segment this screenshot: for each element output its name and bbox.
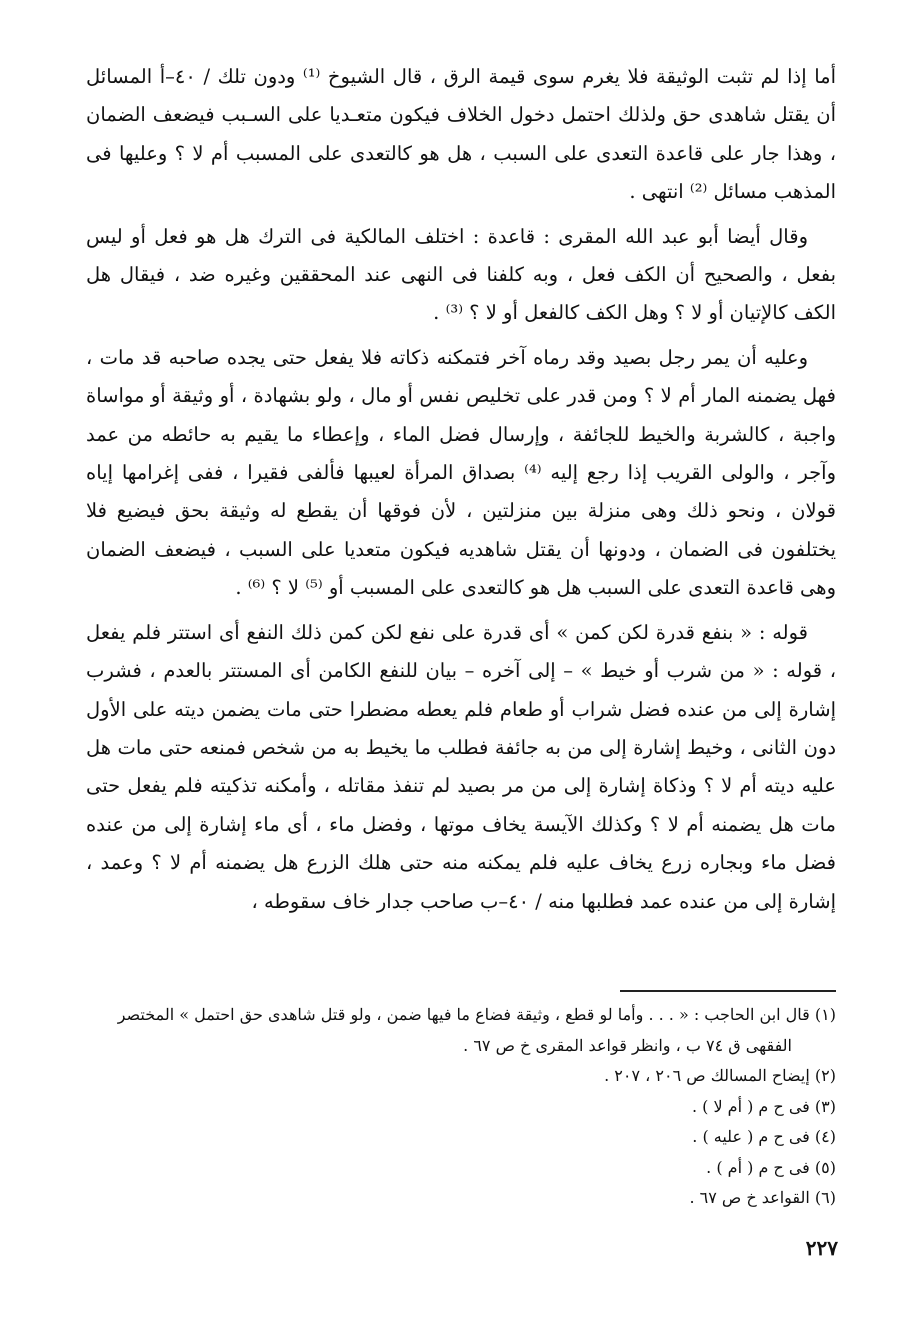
- footnote-4: (٤) فى ح م ( عليه ) .: [692, 1127, 836, 1146]
- page-number: ٢٢٧: [805, 1236, 838, 1260]
- paragraph-1: أما إذا لم تثبت الوثيقة فلا يغرم سوى قيمة الرق ، قال الشيوخ ⁽¹⁾ ودون تلك / ٤٠–أ المسائل أن يقتل شاهدى حق ولذلك احتمل دخول الخلاف فيكون متعـديا على السـبب فيضعف الضمان ، وهذا جار على قاعدة التعدى على السبب ، هل هو كالتعدى على المسبب أم لا ؟ وعليها فى المذهب مسائل ⁽²⁾ انتهى .: [86, 65, 837, 204]
- footnote-3: (٣) فى ح م ( أم لا ) .: [691, 1096, 836, 1116]
- footnote-5: (٥) فى ح م ( أم ) .: [706, 1157, 836, 1177]
- paragraph-3: وعليه أن يمر رجل بصيد وقد رماه آخر فتمكنه ذكاته فلا يفعل حتى يجده صاحبه قد مات ، فهل يضمنه المار أم لا ؟ ومن قدر على تخليص نفس أو مال ، ولو بشهادة ، أو وثيقة أو مواساة واجبة ، كالشربة والخيط للجائفة ، وإرسال فضل الماء ، وإعطاء ما يقيم به حائطه من عمد وآجر ، والولى القريب إذا رجع إليه ⁽⁴⁾ بصداق المرأة لعيبها فألفى فقيرا ، ففى إغرامها إياه قولان ، ونحو ذلك وهى منزلة بين منزلتين ، لأن فوقها أن يقطع له وثيقة بحق فيضيع فلا يختلفون فى الضمان ، ودونها أن يقتل شاهديه فيكون متعديا على السبب ، فيضعف الضمان وهى قاعدة التعدى على السبب هل هو كالتعدى على المسبب أو ⁽⁵⁾ لا ؟ ⁽⁶⁾ .: [86, 345, 836, 600]
- paragraph-2: وقال أيضا أبو عبد الله المقرى : قاعدة : اختلف المالكية فى الترك هل هو فعل أو ليس بفعل ، والصحيح أن الكف فعل ، وبه كلفنا فى النهى عند المحققين وغيره ضد ، فيقال هل الكف كالإتيان أو لا ؟ وهل الكف كالفعل أو لا ؟ ⁽³⁾ .: [86, 224, 836, 325]
- footnote-2: (٢) إيضاح المسالك ص ٢٠٦ ، ٢٠٧ .: [604, 1066, 836, 1085]
- footnote-1: (١) قال ابن الحاجب : « . . . وأما لو قطع ، وثيقة فضاع ما فيها ضمن ، ولو قتل شاهدى حق احتمل » المختصر: [117, 1005, 836, 1024]
- paragraph-4: قوله : « بنفع قدرة لكن كمن » أى قدرة على نفع لكن كمن ذلك النفع أى استتر فلم يفعل ، قوله : « من شرب أو خيط » – إلى آخره – بيان للنفع الكامن أى المستتر بالعدم ، فشرب إشارة إلى من عنده فضل شراب أو طعام فلم يعطه مضطرا حتى مات يضمن ديته على الأول دون الثانى ، وخيط إشارة إلى من به جائفة فطلب ما يخيط به من شخص فمنعه حتى مات هل عليه ديته أم لا ؟ وذكاة إشارة إلى من مر بصيد لم تنفذ مقاتله ، وأمكنه تذكيته فلم يفعل حتى مات هل يضمنه أم لا ؟ وكذلك الآيسة يخاف موتها ، وفضل ماء ، أى ماء إشارة إلى من عنده فضل ماء وبجاره زرع يخاف عليه فلم يمكنه منه حتى هلك الزرع هل يضمنه أم لا ؟ وعمد ، إشارة إلى من عنده عمد فطلبها منه / ٤٠–ب صاحب جدار خاف سقوطه ،: [86, 620, 836, 913]
- main-text: [86, 58, 836, 927]
- footnote-6: (٦) القواعد خ ص ٦٧ .: [689, 1188, 836, 1207]
- footnote-separator: [620, 990, 836, 992]
- footnote-1-continuation: الفقهى ق ٧٤ ب ، وانظر قواعد المقرى خ ص ٦٧ .: [463, 1035, 792, 1055]
- footnotes: [86, 1000, 836, 1214]
